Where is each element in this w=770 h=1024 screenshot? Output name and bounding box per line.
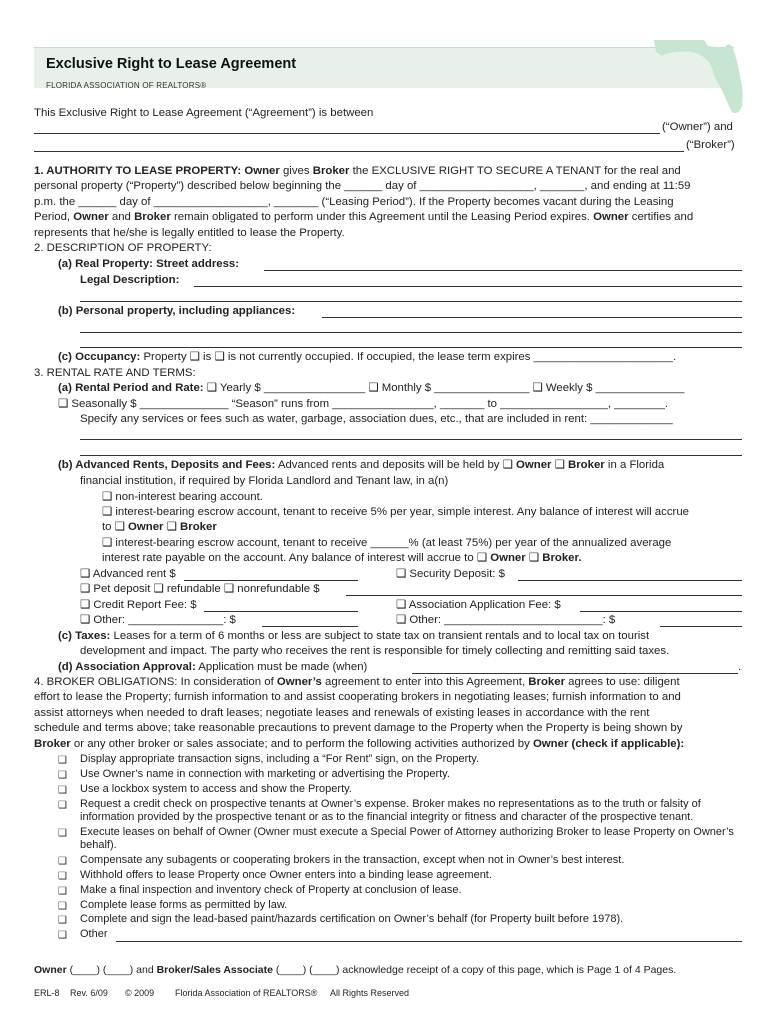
florida-state-icon: [652, 36, 748, 118]
s1-text: and: [108, 211, 135, 224]
occupancy-line: [58, 350, 676, 365]
financial-institution-line: financial institution, if required by Florida Landlord and Tenant law, in a(n): [80, 475, 449, 487]
owner-term: Owner: [73, 211, 109, 224]
broker-term: Broker.: [542, 552, 582, 564]
s3-text: ❑: [163, 521, 181, 533]
checklist-item: Use Owner’s name in connection with marketing or advertising the Property.: [80, 768, 450, 780]
credit-report-label: ❑ Credit Report Fee: $: [80, 599, 197, 611]
s1-line-3: p.m. the ______ day of __________________, _______ (“Leasing Period”). If the Property becomes vacant during the Leasing: [34, 195, 674, 208]
broker-associate-term: Broker/Sales Associate: [156, 964, 273, 976]
checklist-item: Other: [80, 928, 108, 940]
advanced-rent-field[interactable]: [184, 579, 358, 581]
other-activity-field[interactable]: [116, 940, 742, 942]
form-header: [34, 47, 734, 88]
taxes-line-2: development and impact. The party who receives the rent is responsible for timely collecting and remitting said taxes.: [80, 645, 670, 657]
owner-name-field[interactable]: [34, 132, 660, 134]
checklist-item: Display appropriate transaction signs, including a “For Rent” sign, on the Property.: [80, 753, 480, 765]
s4-text: In consideration of: [177, 676, 277, 688]
advanced-rent-label: ❑ Advanced rent $: [80, 568, 176, 580]
interest-accrue-line: [102, 551, 582, 566]
section-2-heading: 2. DESCRIPTION OF PROPERTY:: [34, 242, 212, 254]
checkbox-9[interactable]: ❑: [58, 901, 67, 912]
s4-text: or any other broker or sales associate; and to perform the following activities authorized by: [70, 737, 533, 750]
s4-text: agreement to enter into this Agreement,: [321, 676, 529, 688]
owner-term: Owner: [490, 552, 526, 564]
personal-property-field-2[interactable]: [80, 331, 742, 333]
s4-text: agrees to use: diligent: [565, 676, 680, 688]
acknowledgement-line: [34, 963, 676, 978]
broker-term: Broker: [568, 459, 605, 471]
broker-label: (“Broker”): [686, 139, 735, 151]
owner-term: Owner: [128, 521, 164, 533]
street-address-field[interactable]: [264, 269, 742, 271]
interest-75pct-option: ❑ interest-bearing escrow account, tenant to receive ______% (at least 75%) per year of the annualized average: [102, 537, 672, 549]
s1-text: remain obligated to perform under this Agreement until the Leasing Period expires.: [170, 211, 594, 224]
personal-property-field-3[interactable]: [80, 346, 742, 348]
association-approval-line: [58, 660, 367, 675]
intro-line: This Exclusive Right to Lease Agreement (“Agreement”) is between: [34, 107, 374, 119]
association-name: Florida Association of REALTORS®: [175, 988, 318, 998]
taxes-text: Leases for a term of 6 months or less are subject to state tax on transient rentals and to local tax on tourist: [110, 630, 650, 642]
advanced-rents-label: (b) Advanced Rents, Deposits and Fees:: [58, 459, 276, 471]
checklist-item: Make a final inspection and inventory check of Property at conclusion of lease.: [80, 884, 462, 896]
period-mark: .: [738, 661, 742, 673]
revision: Rev. 6/09: [70, 988, 108, 998]
form-title: Exclusive Right to Lease Agreement: [46, 56, 297, 72]
s1-line-5: represents that he/she is legally entitled to lease the Property.: [34, 226, 345, 239]
footer-text: (____) (____) and: [66, 964, 157, 976]
checkbox-4[interactable]: ❑: [58, 800, 67, 811]
s3-text: interest rate payable on the account. Any balance of interest will accrue to ❑: [102, 552, 491, 564]
broker-term: Broker: [312, 165, 350, 177]
other-fee-1-label: ❑ Other: _______________: $: [80, 614, 236, 626]
pet-deposit-label: ❑ Pet deposit ❑ refundable ❑ nonrefundable $: [80, 583, 320, 595]
services-field[interactable]: [80, 438, 742, 440]
taxes-line: [58, 629, 742, 644]
association-fee-label: ❑ Association Application Fee: $: [396, 599, 561, 611]
s4-line-3: assist attorneys when needed to draft leases; negotiate leases and renewals of existing leases in accordance with the rent: [34, 706, 650, 719]
checkbox-8[interactable]: ❑: [58, 886, 67, 897]
footer-text: (____) (____) acknowledge receipt of a copy of this page, which is Page 1 of 4 Pages.: [272, 964, 677, 976]
checklist-item: Complete and sign the lead-based paint/hazards certification on Owner’s behalf (for Property built before 1978).: [80, 913, 624, 925]
section-1-authority: [34, 164, 742, 241]
rights-reserved: All Rights Reserved: [330, 988, 410, 998]
services-field-2[interactable]: [80, 454, 742, 456]
broker-term: Broker: [34, 737, 71, 750]
seasonally-line: ❑ Seasonally $ ______________ “Season” runs from ________________, _______ to _________________, ________.: [58, 398, 668, 410]
security-deposit-field[interactable]: [518, 579, 742, 581]
s1-line-2: personal property (“Property”) described below beginning the ______ day of __________________, _______, and ending at 11:59: [34, 180, 691, 193]
accrue-line: [102, 520, 217, 535]
owner-term: Owner: [516, 459, 552, 471]
checkbox-5[interactable]: ❑: [58, 828, 67, 839]
owner-label: (“Owner”) and: [662, 121, 733, 133]
personal-property-field[interactable]: [322, 316, 742, 318]
real-property-label: (a) Real Property: Street address:: [58, 258, 240, 270]
checkbox-10[interactable]: ❑: [58, 915, 67, 926]
occupancy-label: (c) Occupancy:: [58, 351, 141, 363]
owner-term: Owner: [244, 165, 280, 177]
checkbox-3[interactable]: ❑: [58, 785, 67, 796]
broker-term: Broker: [134, 211, 171, 224]
s3-text: ❑: [525, 552, 543, 564]
checklist-item: Execute leases on behalf of Owner (Owner must execute a Special Power of Attorney authorizing Broker to lease Property on Owner’s behalf).: [80, 826, 734, 851]
legal-description-field-2[interactable]: [80, 300, 742, 302]
s1-text: Period,: [34, 211, 74, 224]
s1-text: certifies and: [628, 211, 694, 224]
section-1-heading: 1. AUTHORITY TO LEASE PROPERTY:: [34, 165, 245, 177]
s3-text: Advanced rents and deposits will be held by ❑: [275, 459, 517, 471]
association-approval-text: Application must be made (when): [195, 661, 368, 673]
section-4-heading: 4. BROKER OBLIGATIONS:: [34, 676, 178, 688]
owner-check-term: Owner (check if applicable):: [532, 737, 685, 750]
credit-report-field[interactable]: [204, 610, 358, 612]
form-subtitle: FLORIDA ASSOCIATION OF REALTORS®: [46, 81, 207, 90]
checkbox-1[interactable]: ❑: [58, 755, 67, 766]
owner-term: Owner: [593, 211, 629, 224]
legal-description-field[interactable]: [194, 285, 742, 287]
owner-term: Owner’s: [276, 676, 322, 688]
s4-line-4: schedule and terms above; take reasonable precautions to prevent damage to the Property when the Property is being shown by: [34, 722, 683, 735]
s4-line-2: effort to lease the Property; furnish information to and assist cooperating brokers in negotiating leases; furnish information to and: [34, 691, 681, 704]
owner-term: Owner: [34, 964, 67, 976]
s1-text: gives: [279, 165, 313, 177]
checklist-item: Use a lockbox system to access and show the Property.: [80, 783, 352, 795]
advanced-rents-line: [58, 458, 664, 473]
s3-text: ❑: [551, 459, 569, 471]
pet-deposit-field[interactable]: [346, 594, 742, 596]
rental-period-line: [58, 381, 684, 396]
other-fee-2-label: ❑ Other: _________________________: $: [396, 614, 616, 626]
association-approval-field[interactable]: [412, 672, 738, 674]
checkbox-2[interactable]: ❑: [58, 770, 67, 781]
checkbox-11[interactable]: ❑: [58, 930, 67, 941]
other-fee-2-field[interactable]: [660, 625, 742, 627]
association-fee-field[interactable]: [580, 610, 742, 612]
rental-period-options: ❑ Yearly $ ________________ ❑ Monthly $ _______________ ❑ Weekly $ ______________: [203, 382, 685, 394]
section-4-obligations: [34, 675, 742, 752]
other-fee-1-field[interactable]: [262, 625, 358, 627]
checkbox-6[interactable]: ❑: [58, 856, 67, 867]
checkbox-7[interactable]: ❑: [58, 871, 67, 882]
section-3-heading: 3. RENTAL RATE AND TERMS:: [34, 367, 196, 379]
checklist-item: Complete lease forms as permitted by law.: [80, 899, 288, 911]
broker-name-field[interactable]: [34, 150, 684, 152]
broker-term: Broker: [528, 676, 566, 688]
association-approval-label: (d) Association Approval:: [58, 661, 196, 673]
rental-period-label: (a) Rental Period and Rate:: [58, 382, 204, 394]
non-interest-option: ❑ non-interest bearing account.: [102, 491, 263, 503]
s3-text: to ❑: [102, 521, 129, 533]
s3-text: in a Florida: [604, 459, 665, 471]
occupancy-text: Property ❑ is ❑ is not currently occupied. If occupied, the lease term expires ______________________.: [140, 351, 677, 363]
checklist-item: Request a credit check on prospective tenants at Owner’s expense. Broker makes no representations as to the truth or falsity of information provided by the prospective tenant or as to the financial integrity or fitness and character of the prospective tenant.: [80, 798, 701, 823]
interest-5pct-option: ❑ interest-bearing escrow account, tenant to receive 5% per year, simple interest. Any balance of interest will accrue: [102, 506, 689, 518]
copyright: © 2009: [125, 988, 155, 998]
checklist-item: Compensate any subagents or cooperating brokers in the transaction, except when not in Owner’s best interest.: [80, 854, 625, 866]
security-deposit-label: ❑ Security Deposit: $: [396, 568, 505, 580]
s1-text: the EXCLUSIVE RIGHT TO SECURE A TENANT for the real and: [349, 165, 681, 177]
legal-description-label: Legal Description:: [80, 274, 180, 286]
checklist-item: Withhold offers to lease Property once Owner enters into a binding lease agreement.: [80, 869, 492, 881]
broker-term: Broker: [180, 521, 217, 533]
personal-property-label: (b) Personal property, including appliances:: [58, 305, 296, 317]
taxes-label: (c) Taxes:: [58, 630, 111, 642]
form-id: ERL-8: [34, 988, 60, 998]
services-line: Specify any services or fees such as water, garbage, association dues, etc., that are included in rent: _____________: [80, 413, 673, 425]
